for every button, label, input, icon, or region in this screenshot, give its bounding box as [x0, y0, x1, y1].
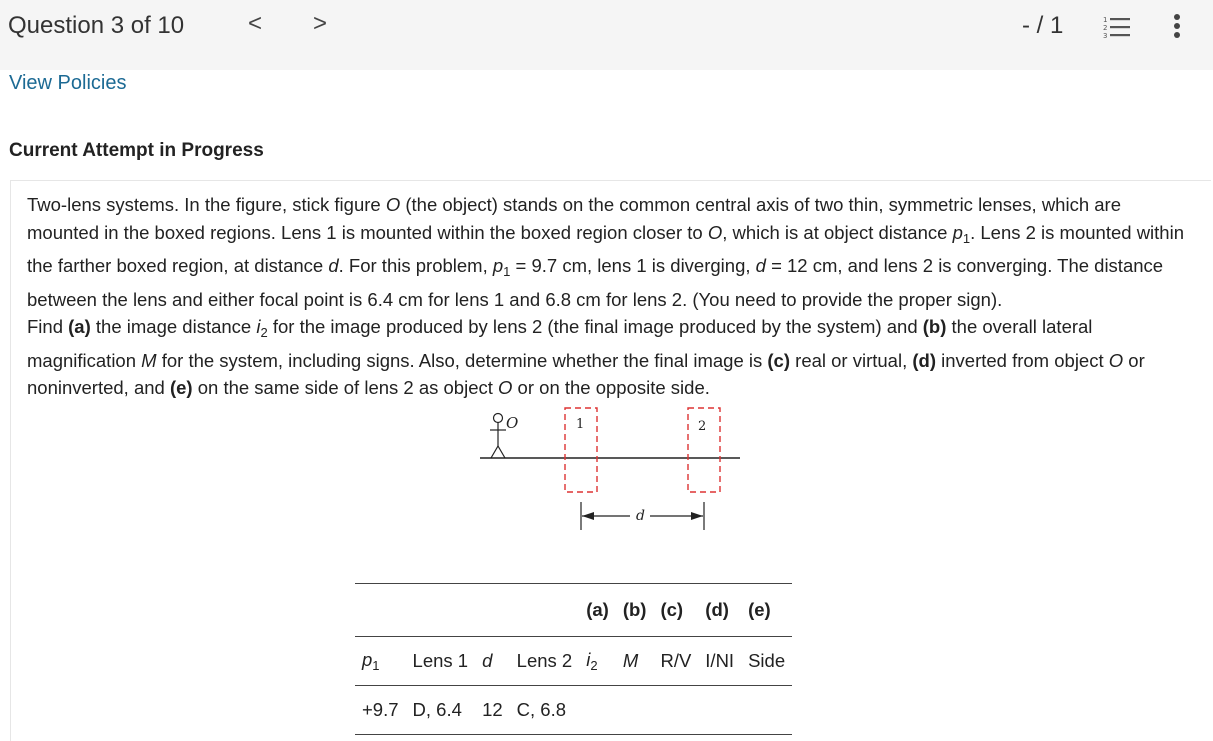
cell-lens2: C, 6.8	[510, 686, 580, 735]
cell-ini-answer[interactable]	[698, 686, 741, 735]
svg-text:3: 3	[1103, 32, 1108, 39]
cell-side-answer[interactable]	[741, 686, 792, 735]
svg-text:2: 2	[1103, 24, 1108, 32]
previous-question-button[interactable]: <	[248, 10, 263, 37]
part-c-header: (c)	[653, 584, 698, 637]
col-i2: $i_2$	[579, 637, 616, 686]
col-p1: $p_1$	[355, 637, 406, 686]
lens-1-label: 1	[576, 417, 585, 432]
part-e-header: (e)	[741, 584, 792, 637]
part-d-header: (d)	[698, 584, 741, 637]
cell-p1: +9.7	[355, 686, 406, 735]
next-question-button[interactable]: >	[313, 10, 328, 37]
score-display: - / 1	[1022, 12, 1064, 39]
problem-text: Two-lens systems. In the figure, stick figure O (the object) stands on the common central axis of two thin, symmetric lenses, which are mounted in the boxed regions. Lens 1 is mounted within the boxed region closer to O, which is at object distance $p_1$. Lens 2 is mounted within the farther boxed region, at distance d. For this problem, $p_1 = 9.7$ cm, lens 1 is diverging, d = 12 cm, and lens 2 is converging. The distance between the lens and either focal point is 6.4 cm for lens 1 and 6.8 cm for lens 2. (You need to provide the proper sign). Find (a) the image distance $i_2$ for the image produced by lens 2 (the final image produced by the system) and (b) the overall lateral magnification M for the system, including signs. Also, determine whether the final image is (c) real or virtual, (d) inverted from object O or noninverted, and (e) on the same side of lens 2 as object O or on the opposite side.	[27, 194, 1184, 398]
part-a-header: (a)	[579, 584, 616, 637]
col-ini: I/NI	[698, 637, 741, 686]
two-lens-figure	[470, 398, 750, 543]
col-lens2: Lens 2	[510, 637, 580, 686]
cell-d: 12	[475, 686, 510, 735]
col-d: d	[475, 637, 510, 686]
view-policies-link[interactable]: View Policies	[9, 72, 127, 94]
question-label: Question 3 of 10	[8, 12, 185, 39]
distance-label: d	[636, 508, 645, 524]
svg-text:1: 1	[1103, 16, 1108, 24]
cell-lens1: D, 6.4	[406, 686, 476, 735]
part-header-row	[355, 584, 792, 637]
col-side: Side	[741, 637, 792, 686]
more-options-icon[interactable]	[1170, 13, 1184, 46]
cell-i2-answer[interactable]	[579, 686, 616, 735]
cell-rv-answer[interactable]	[653, 686, 698, 735]
attempt-status: Current Attempt in Progress	[9, 140, 264, 161]
numbered-list-icon[interactable]	[1103, 15, 1131, 44]
stick-figure-icon	[490, 414, 506, 459]
top-bar	[0, 0, 1213, 70]
col-m: M	[616, 637, 654, 686]
lens-2-label: 2	[698, 419, 707, 434]
col-rv: R/V	[653, 637, 698, 686]
object-label: O	[506, 414, 519, 432]
table-row	[355, 686, 792, 735]
column-header-row	[355, 637, 792, 686]
cell-m-answer[interactable]	[616, 686, 654, 735]
answer-table	[355, 583, 792, 735]
part-b-header: (b)	[616, 584, 654, 637]
col-lens1: Lens 1	[406, 637, 476, 686]
